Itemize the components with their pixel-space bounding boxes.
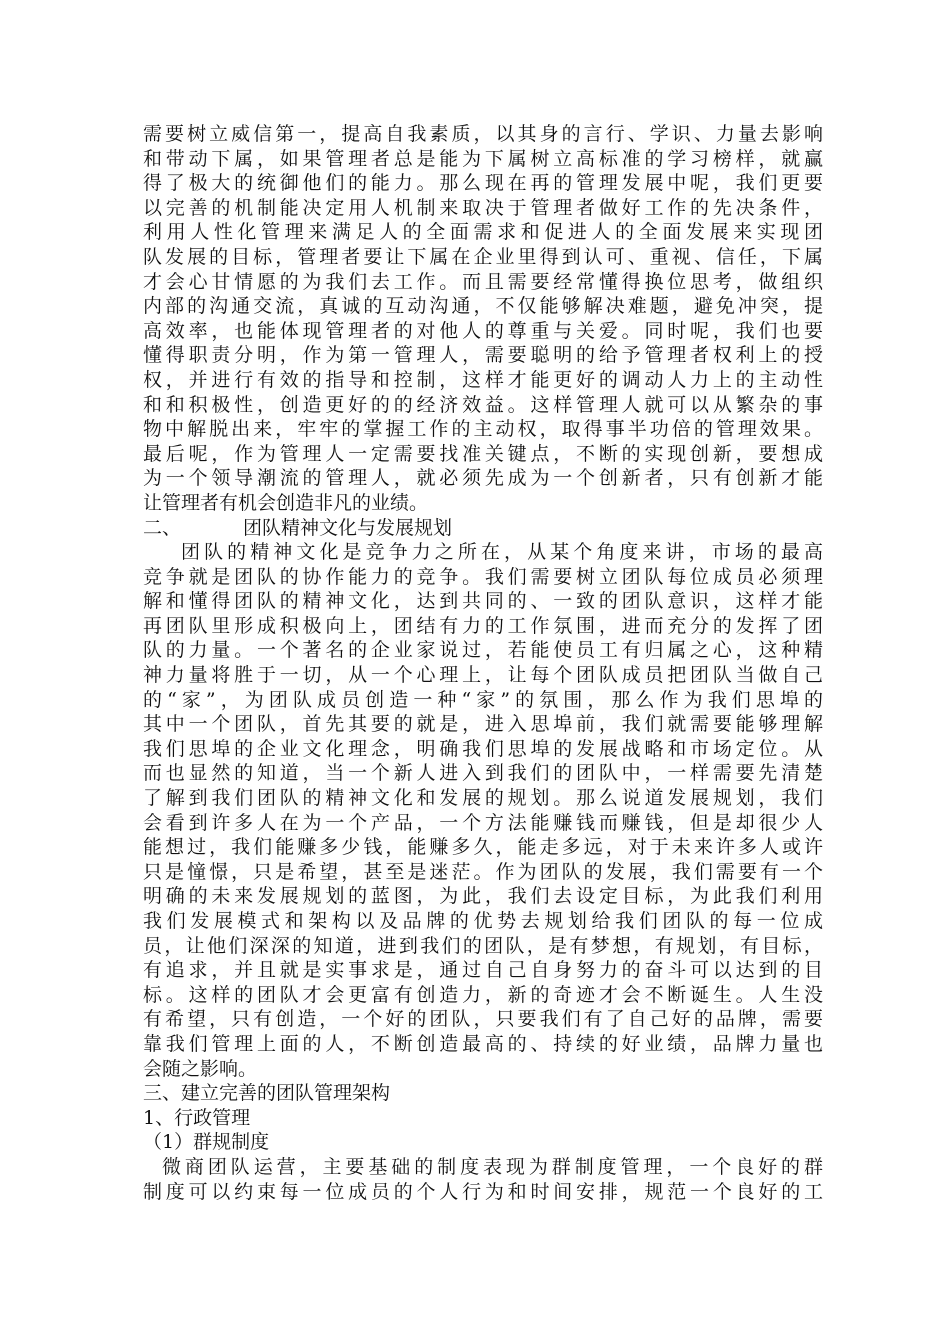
text-line: 为一个领导潮流的管理人，就必须先成为一个创新者，只有创新才能	[143, 467, 823, 490]
text-line: 会随之影响。	[143, 1057, 258, 1080]
text-line: 的“家”，为团队成员创造一种“家”的氛围，那么作为我们思埠的	[143, 688, 823, 711]
text-line: 再团队里形成积极向上，团结有力的工作氛围，进而充分的发挥了团	[143, 614, 823, 637]
text-line: 以完善的机制能决定用人机制来取决于管理者做好工作的先决条件，	[143, 196, 823, 219]
text-line: 会看到许多人在为一个产品，一个方法能赚钱而赚钱，但是却很少人	[143, 811, 823, 834]
subsubsection-heading-group-rules: （1）群规制度	[143, 1131, 270, 1154]
text-line: 有追求，并且就是实事求是，通过自己自身努力的奋斗可以达到的目	[143, 959, 823, 982]
text-line: 利用人性化管理来满足人的全面需求和促进人的全面发展来实现团	[143, 221, 823, 244]
text-line: 高效率，也能体现管理者的对他人的尊重与关爱。同时呢，我们也要	[143, 319, 823, 342]
paragraph-leadership	[143, 122, 823, 516]
paragraph-team-culture	[143, 540, 823, 1081]
text-line: 微商团队运营，主要基础的制度表现为群制度管理，一个良好的群	[162, 1155, 823, 1178]
text-line: 能想过，我们能赚多少钱，能赚多久，能走多远，对于未来许多人或许	[143, 836, 823, 859]
text-line: 得了极大的统御他们的能力。那么现在再的管理发展中呢，我们更要	[143, 172, 823, 195]
document-page	[143, 122, 823, 1204]
text-line: 让管理者有机会创造非凡的业绩。	[143, 491, 429, 514]
text-line: 有希望，只有创造，一个好的团队，只要我们有了自己好的品牌，需要	[143, 1008, 823, 1031]
text-line: 最后呢，作为管理人一定需要找准关键点，不断的实现创新，要想成	[143, 442, 823, 465]
text-line: 队发展的目标，管理者要让下属在企业里得到认可、重视、信任，下属	[143, 245, 823, 268]
section-number: 二、	[143, 516, 182, 539]
text-line: 物中解脱出来，牢牢的掌握工作的主动权，取得事半功倍的管理效果。	[143, 418, 823, 441]
section-heading-3: 三、建立完善的团队管理架构	[143, 1082, 391, 1105]
text-line: 我们思埠的企业文化理念，明确我们思埠的发展战略和市场定位。从	[143, 737, 823, 760]
text-line: 内部的沟通交流，真诚的互动沟通，不仅能够解决难题，避免冲突，提	[143, 295, 823, 318]
text-line: 我们发展模式和架构以及品牌的优势去规划给我们团队的每一位成	[143, 910, 823, 932]
section-heading-2	[143, 516, 823, 541]
section-title: 团队精神文化与发展规划	[243, 516, 453, 539]
text-line: 懂得职责分明，作为第一管理人，需要聪明的给予管理者权利上的授	[143, 344, 823, 367]
text-line: 和和积极性，创造更好的的经济效益。这样管理人就可以从繁杂的事	[143, 393, 823, 416]
text-line: 而也显然的知道，当一个新人进入到我们的团队中，一样需要先清楚	[143, 762, 823, 785]
paragraph-group-rules	[143, 1155, 823, 1204]
text-line: 只是憧憬，只是希望，甚至是迷茫。作为团队的发展，我们需要有一个	[143, 860, 823, 883]
text-line: 队的力量。一个著名的企业家说过，若能使员工有归属之心，这种精	[143, 639, 823, 662]
text-line: 团队的精神文化是竞争力之所在，从某个角度来讲，市场的最高	[181, 541, 823, 564]
text-line: 竞争就是团队的协作能力的竞争。我们需要树立团队每位成员必须理	[143, 565, 823, 588]
text-line: 需要树立威信第一，提高自我素质，以其身的言行、学识、力量去影响	[143, 123, 823, 145]
text-line: 解和懂得团队的精神文化，达到共同的、一致的团队意识，这样才能	[143, 590, 823, 613]
subsection-heading-admin: 1、行政管理	[143, 1106, 251, 1129]
text-line: 明确的未来发展规划的蓝图，为此，我们去设定目标，为此我们利用	[143, 885, 823, 908]
text-line: 制度可以约束每一位成员的个人行为和时间安排，规范一个良好的工	[143, 1180, 823, 1203]
text-line: 和带动下属，如果管理者总是能为下属树立高标准的学习榜样，就赢	[143, 147, 823, 170]
text-line: 才会心甘情愿的为我们去工作。而且需要经常懂得换位思考，做组织	[143, 270, 823, 293]
text-line: 其中一个团队，首先其要的就是，进入思埠前，我们就需要能够理解	[143, 713, 823, 736]
text-line: 员，让他们深深的知道，进到我们的团队，是有梦想，有规划，有目标，	[143, 934, 823, 957]
text-line: 靠我们管理上面的人，不断创造最高的、持续的好业绩，品牌力量也	[143, 1032, 823, 1055]
text-line: 了解到我们团队的精神文化和发展的规划。那么说道发展规划，我们	[143, 787, 823, 810]
text-line: 权，并进行有效的指导和控制，这样才能更好的调动人力上的主动性	[143, 368, 823, 391]
text-line: 标。这样的团队才会更富有创造力，新的奇迹才会不断诞生。人生没	[143, 983, 823, 1006]
text-line: 神力量将胜于一切，从一个心理上，让每个团队成员把团队当做自己	[143, 664, 823, 687]
